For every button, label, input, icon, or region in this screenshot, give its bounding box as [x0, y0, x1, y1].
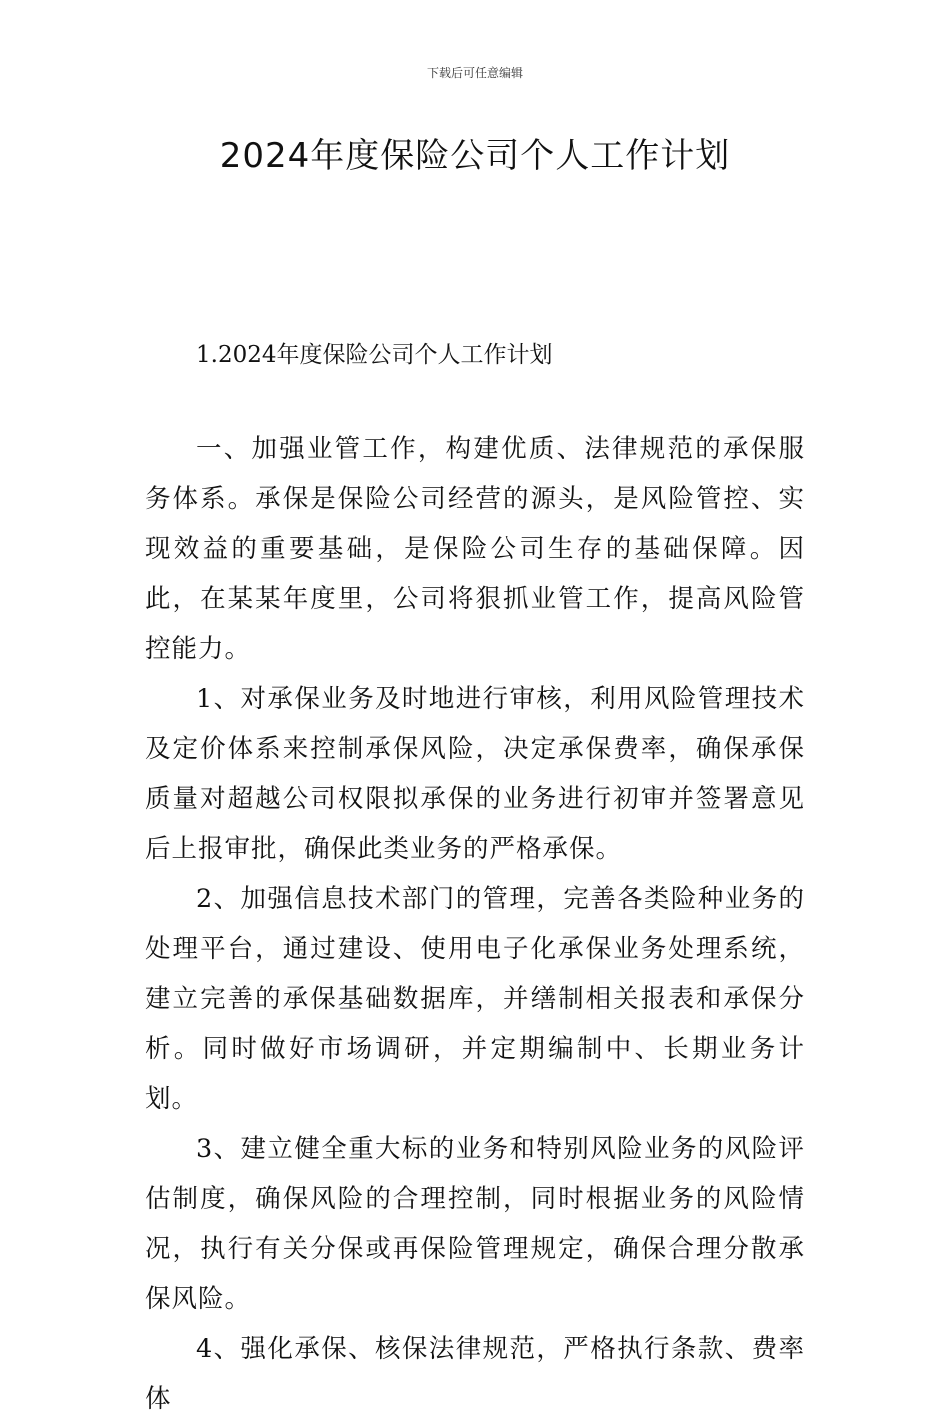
paragraph-3: 2、加强信息技术部门的管理，完善各类险种业务的处理平台，通过建设、使用电子化承保业务处理系统，建立完善的承保基础数据库，并缮制相关报表和承保分析。同时做好市场调研，并定期编制中、长期业务计划。 [145, 884, 805, 1114]
paragraph-1: 一、加强业管工作，构建优质、法律规范的承保服务体系。承保是保险公司经营的源头，是风险管控、实现效益的重要基础，是保险公司生存的基础保障。因此，在某某年度里，公司将狠抓业管工作，提高风险管控能力。 [145, 434, 805, 664]
header-note: 下载后可任意编辑 [426, 66, 523, 80]
section-subheading: 1.2024年度保险公司个人工作计划 [196, 342, 553, 368]
document-title: 2024年度保险公司个人工作计划 [219, 136, 731, 176]
paragraph-5: 4、强化承保、核保法律规范，严格执行条款、费率体 [145, 1334, 805, 1414]
paragraph-2: 1、对承保业务及时地进行审核，利用风险管理技术及定价体系来控制承保风险，决定承保费率，确保承保质量对超越公司权限拟承保的业务进行初审并签署意见后上报审批，确保此类业务的严格承保。 [145, 684, 805, 864]
paragraph-4: 3、建立健全重大标的业务和特别风险业务的风险评估制度，确保风险的合理控制，同时根据业务的风险情况，执行有关分保或再保险管理规定，确保合理分散承保风险。 [145, 1134, 805, 1314]
document-body [145, 424, 805, 1424]
